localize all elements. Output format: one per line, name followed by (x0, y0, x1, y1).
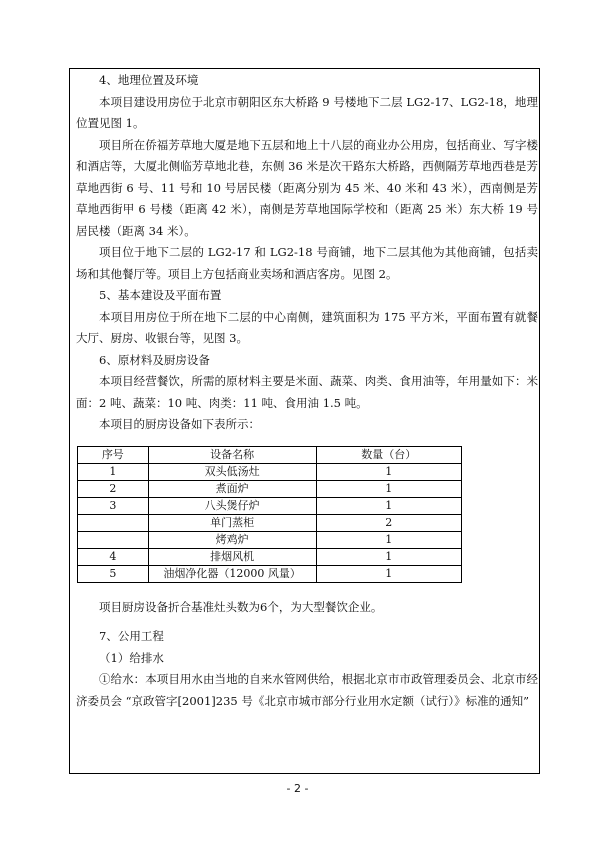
section-5-paragraph-1: 本项目用房位于所在地下二层的中心南侧，建筑面积为 175 平方米，平面布置有就餐大厅、厨房、收银台等，见图 3。 (76, 309, 538, 345)
section-5-title: 5、基本建设及平面布置 (99, 288, 222, 302)
row-quantity: 1 (316, 480, 461, 497)
row-index (78, 514, 149, 531)
row-quantity: 1 (316, 463, 461, 480)
row-index: 5 (78, 565, 149, 582)
row-index: 1 (78, 463, 149, 480)
header-equipment-name: 设备名称 (148, 446, 316, 463)
section-7-subtitle-water: （1）给排水 (99, 650, 164, 665)
row-index (78, 531, 149, 548)
row-equipment-name: 煮面炉 (148, 480, 316, 497)
table-header-row (78, 446, 462, 463)
table-row (78, 565, 462, 582)
row-equipment-name: 油烟净化器（12000 风量） (148, 565, 316, 582)
row-index: 2 (78, 480, 149, 497)
row-equipment-name: 烤鸡炉 (148, 531, 316, 548)
table-row (78, 497, 462, 514)
section-4-paragraph-3: 项目位于地下二层的 LG2-17 和 LG2-18 号商铺，地下二层其他为其他商铺，包括卖场和其他餐厅等。项目上方包括商业卖场和酒店客房。见图 2。 (76, 245, 538, 281)
section-6-paragraph-2: 本项目的厨房设备如下表所示： (99, 417, 260, 431)
table-row (78, 463, 462, 480)
row-index: 3 (78, 497, 149, 514)
section-4-paragraph-1: 本项目建设用房位于北京市朝阳区东大桥路 9 号楼地下二层 LG2-17、LG2-18，地理位置见图 1。 (76, 94, 538, 130)
header-index: 序号 (78, 446, 149, 463)
equipment-table (77, 446, 462, 583)
row-equipment-name: 排烟风机 (148, 548, 316, 565)
section-4-paragraph-2: 项目所在侨福芳草地大厦是地下五层和地上十八层的商业办公用房，包括商业、写字楼和酒店等，大厦北侧临芳草地北巷，东侧 36 米是次干路东大桥路，西侧隔芳草地西巷是芳草地西街 6 号、11 号和 10 号居民楼（距离分别为 45 米、40 米和 43 米），西南侧是芳草地西街甲 6 号楼（距离 42 米），南侧是芳草地国际学校和（距离 25 米）东大桥 19 号居民楼（距离 34 米）。 (76, 137, 538, 238)
table-row (78, 548, 462, 565)
page-number: - 2 - (286, 782, 309, 795)
section-6-paragraph-1: 本项目经营餐饮，所需的原材料主要是米面、蔬菜、肉类、食用油等，年用量如下：米面：2 吨、蔬菜：10 吨、肉类：11 吨、食用油 1.5 吨。 (76, 374, 538, 410)
header-quantity: 数量（台） (316, 446, 461, 463)
section-7-title: 7、公用工程 (99, 629, 164, 643)
table-row (78, 514, 462, 531)
row-quantity: 2 (316, 514, 461, 531)
row-equipment-name: 八头煲仔炉 (148, 497, 316, 514)
row-index: 4 (78, 548, 149, 565)
section-6-paragraph-3: 项目厨房设备折合基准灶头数为6个，为大型餐饮企业。 (99, 599, 383, 614)
row-quantity: 1 (316, 497, 461, 514)
row-quantity: 1 (316, 548, 461, 565)
section-4-title: 4、地理位置及环境 (99, 73, 199, 87)
table-row (78, 480, 462, 497)
row-equipment-name: 单门蒸柜 (148, 514, 316, 531)
section-6-title: 6、原材料及厨房设备 (99, 352, 210, 367)
row-quantity: 1 (316, 531, 461, 548)
row-quantity: 1 (316, 565, 461, 582)
row-equipment-name: 双头低汤灶 (148, 463, 316, 480)
table-row (78, 531, 462, 548)
section-7-paragraph-1: ①给水：本项目用水由当地的自来水管网供给，根据北京市市政管理委员会、北京市经济委员会 “京政管字[2001]235 号《北京市城市部分行业用水定额（试行）》标准的通知” (76, 672, 538, 708)
document-body (76, 70, 538, 712)
